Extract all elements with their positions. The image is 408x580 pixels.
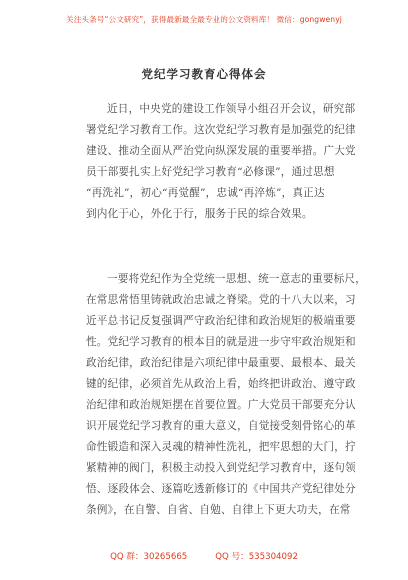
paragraph-2-line: 键的纪律，必须首先从政治上看，始终把讲政治、遵守政 xyxy=(86,378,356,390)
paragraph-1-line: 建设、推动全面从严治党向纵深发展的重要举措。广大党 xyxy=(86,145,356,157)
paragraph-2-line: 命性锻造和深入灵魂的精神性洗礼，把牢思想的大门，拧 xyxy=(86,441,356,453)
paragraph-1 xyxy=(86,99,356,225)
paragraph-2-line: 识开展党纪学习教育的重大意义，自觉接受刻骨铭心的革 xyxy=(86,420,356,432)
paragraph-1-line: 近日，中央党的建设工作领导小组召开会议，研究部 xyxy=(107,103,356,115)
paragraph-1-line: 员干部要扎实上好党纪学习教育“必修课”，通过思想 xyxy=(86,166,335,178)
footer-contact xyxy=(0,550,408,562)
paragraph-2-line: 治纪律和政治规矩摆在首要位置。广大党员干部要充分认 xyxy=(86,399,356,411)
paragraph-2-line: 条例》，在自警、自省、自勉、自律上下更大功夫，在常 xyxy=(86,504,351,516)
paragraph-2-line: 政治纪律，政治纪律是六项纪律中最重要、最根本、最关 xyxy=(86,357,356,369)
paragraph-2-line: 一要将党纪作为全党统一思想、统一意志的重要标尺， xyxy=(107,273,367,285)
paragraph-2-line: 悟、逐段体会、逐篇吃透新修订的《中国共产党纪律处分 xyxy=(86,483,356,495)
footer-qq-group: QQ 群：30265665 xyxy=(110,552,188,562)
paragraph-1-line: 到内化于心，外化于行，服务于民的综合效果。 xyxy=(86,208,313,220)
paragraph-1-line: “再洗礼”，初心“再觉醒”，忠诚“再淬炼”，真正达 xyxy=(86,187,325,199)
paragraph-2 xyxy=(86,269,367,521)
paragraph-2-line: 紧精神的阀门，积极主动投入到党纪学习教育中，逐句领 xyxy=(86,462,356,474)
paragraph-1-line: 署党纪学习教育工作。这次党纪学习教育是加强党的纪律 xyxy=(86,124,356,136)
footer-qq-number: QQ 号：535304092 xyxy=(215,552,298,562)
paragraph-2-line: 性。党纪学习教育的根本目的就是进一步守牢政治规矩和 xyxy=(86,336,356,348)
paragraph-2-line: 在常思常悟里铸就政治忠诚之脊梁。党的十八大以来，习 xyxy=(86,294,356,306)
paragraph-2-line: 近平总书记反复强调严守政治纪律和政治规矩的极端重要 xyxy=(86,315,356,327)
header-banner: 关注头条号“公文研究”，获得最新最全最专业的公文资料库！ 微信：gongwenyj xyxy=(66,15,342,24)
document-title: 党纪学习教育心得体会 xyxy=(141,67,267,81)
